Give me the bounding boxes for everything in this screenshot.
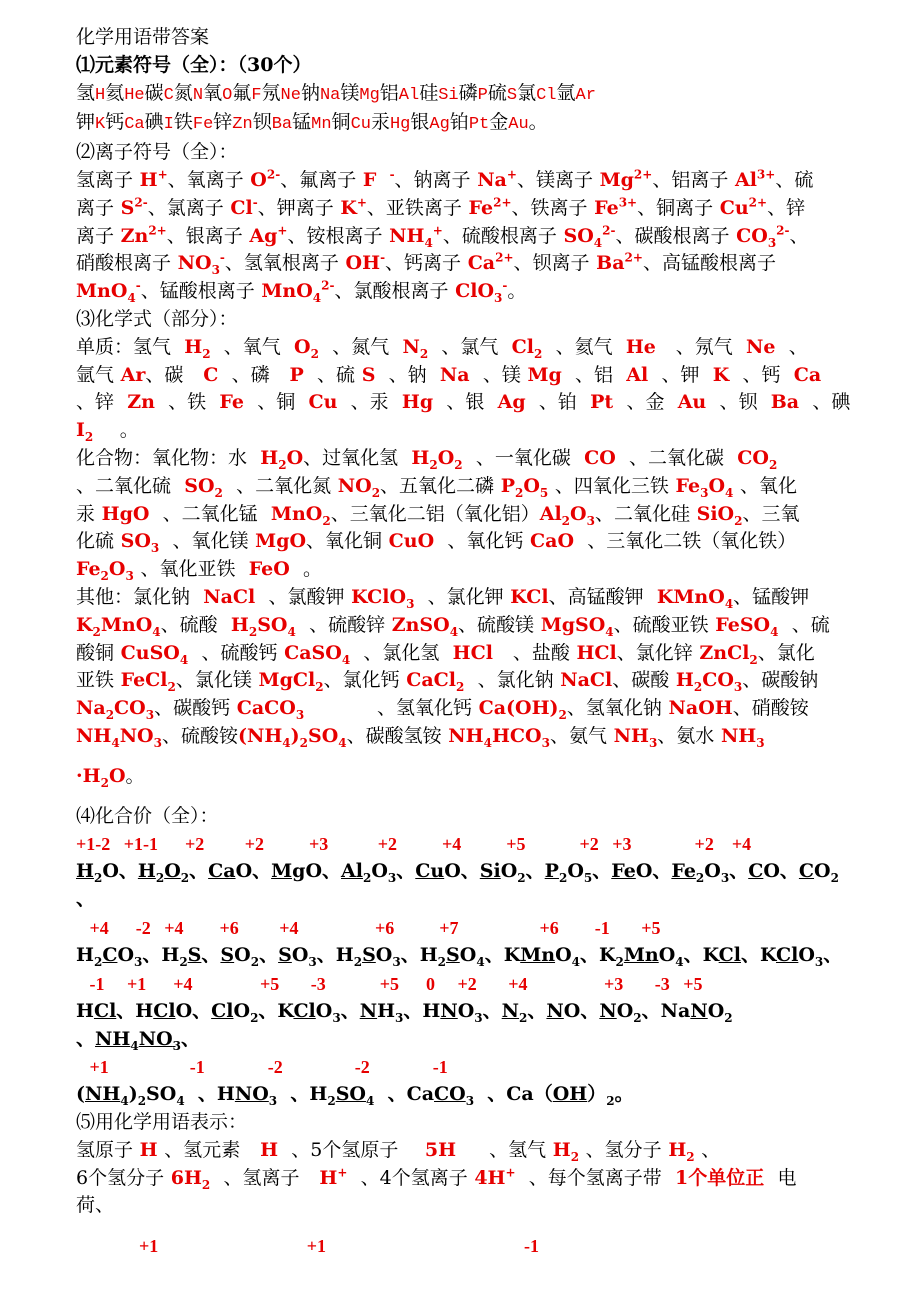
element-name: 银 bbox=[410, 111, 430, 134]
element-name: 锰 bbox=[292, 111, 312, 134]
section-2-heading: ⑵离子符号（全）： bbox=[76, 141, 238, 164]
element-symbol: Ar bbox=[575, 85, 596, 105]
valence-formula-line: $(NH_4)_2SO_4$ 、$HNO_3$ 、$H_2SO_4$ 、CaCO$_3$ 、$Ca(OH)_2$。 bbox=[76, 1083, 634, 1109]
formula-line: $Na_2CO_3$、碳酸钙 CaCO$_3$ 、氢氧化钙 $Ca(OH)_2$、氢氧化钠 NaOH、硝酸铵 bbox=[76, 697, 809, 722]
section-1-heading: ⑴元素符号（全）：（30个） bbox=[76, 53, 312, 76]
expression-line: 荷、 bbox=[76, 1194, 115, 1217]
valence-formula-line: 、 bbox=[76, 888, 96, 911]
element-symbol: Cl bbox=[536, 85, 557, 105]
element-symbol: He bbox=[124, 85, 145, 105]
formula-line: 化硫 $SO_3$ 、氧化镁 MgO、氧化铜 CuO 、氧化钙 CaO 、三氧化二铁（氧化铁） bbox=[76, 530, 797, 556]
formula-line: 其他：氯化钠 NaCl 、氯酸钾 KClO$_3$ 、氯化钾 KCl、高锰酸钾 KMnO$_4$、锰酸钾 bbox=[76, 585, 810, 611]
element-symbol: F bbox=[251, 85, 262, 105]
element-symbol: O bbox=[222, 85, 233, 105]
formula-line: 汞 HgO 、二氧化锰 MnO$_2$、三氧化二铝（氧化铝）$Al_2O_3$、二氧化硅 SiO$_2$、三氧 bbox=[76, 502, 800, 528]
element-name: 硫 bbox=[487, 81, 507, 104]
element-symbol: N bbox=[192, 85, 204, 105]
element-symbol: Cu bbox=[350, 115, 371, 135]
ion-line: 硝酸根离子 $NO_3^-$、氢氧根离子 OH-、钙离子 $Ca^{2+}$、钡离子 $Ba^{2+}$、高锰酸根离子 bbox=[76, 251, 776, 278]
section-5-heading: ⑸用化学用语表示： bbox=[76, 1111, 248, 1134]
element-name: 铁 bbox=[173, 111, 193, 134]
element-symbol: P bbox=[477, 85, 488, 105]
valence-formula-line: HCl、HClO、ClO$_2$、KClO$_3$、$NH_3$、$HNO_3$、$N_2$、NO、$NO_2$、NaNO$_2$ bbox=[76, 999, 733, 1025]
element-symbol: Mg bbox=[359, 85, 380, 105]
element-symbol: Ag bbox=[429, 115, 450, 135]
section-3-heading: ⑶化学式（部分）： bbox=[76, 307, 238, 330]
valence-formula-line: $H_2O$、$H_2O_2$、CaO、MgO、$Al_2O_3$、CuO、SiO$_2$、$P_2O_5$、FeO、$Fe_2O_3$、CO、$CO_2$ bbox=[76, 860, 839, 886]
element-name: 钙 bbox=[105, 111, 125, 134]
element-name: 钠 bbox=[300, 81, 320, 104]
element-symbol: Na bbox=[319, 85, 341, 105]
element-name: 金 bbox=[489, 111, 509, 134]
valence-formula-line: $H_2CO_3$、$H_2S$、$SO_2$、$SO_3$、$H_2SO_3$、$H_2SO_4$、KMnO$_4$、$K_2MnO_4$、KCl、KClO$_3$、 bbox=[76, 943, 843, 969]
element-name: 氯 bbox=[517, 81, 537, 104]
valence-row: +1 -1 -2 -2 -1 bbox=[76, 1057, 448, 1078]
formula-line: $K_2MnO_4$、硫酸 $H_2SO_4$ 、硫酸锌 ZnSO$_4$、硫酸镁 MgSO$_4$、硫酸亚铁 FeSO$_4$ 、硫 bbox=[76, 613, 830, 639]
element-symbol: Ne bbox=[280, 85, 301, 105]
expression-line: 6个氢分子 $6H_2$ 、氢离子 H+ 、4个氢离子 4H+ 、每个氢离子带 1个单位正 电 bbox=[76, 1165, 797, 1192]
element-name: 锌 bbox=[213, 111, 233, 134]
element-symbol: Si bbox=[438, 85, 459, 105]
formula-line: $NH_4NO_3$、硫酸铵$(NH_4)_2SO_4$、碳酸氢铵 $NH_4HCO_3$、氨气 $NH_3$、氨水 $NH_3$ bbox=[76, 724, 765, 750]
element-symbol: Fe bbox=[192, 115, 214, 135]
element-line: 钾K钙Ca碘I铁Fe锌Zn钡Ba锰Mn铜Cu汞Hg银Ag铂Pt金Au。 bbox=[76, 111, 548, 135]
element-symbol: S bbox=[506, 85, 518, 105]
element-symbol-list bbox=[76, 80, 846, 140]
expression-block bbox=[76, 1137, 846, 1260]
valence-row: -1 +1 +4 +5 -3 +5 0 +2 +4 +3 -3 +5 bbox=[76, 973, 703, 994]
valence-formula-line: 、$NH_4NO_3$、 bbox=[76, 1027, 200, 1053]
element-name: 氩 bbox=[556, 81, 576, 104]
document-title: 化学用语带答案 bbox=[76, 26, 210, 48]
section-4-heading: ⑷化合价（全）： bbox=[76, 804, 219, 827]
element-name: 碳 bbox=[144, 81, 164, 104]
valence-row: +1-2 +1-1 +2 +2 +3 +2 +4 +5 +2 +3 +2 +4 bbox=[76, 834, 752, 855]
element-symbol: Ba bbox=[271, 115, 293, 135]
element-symbol: Pt bbox=[468, 115, 490, 135]
valence-row: +4 -2 +4 +6 +4 +6 +7 +6 -1 +5 bbox=[76, 917, 661, 938]
element-name: 碘 bbox=[144, 111, 164, 134]
element-symbol: K bbox=[95, 115, 106, 135]
element-symbol: H bbox=[95, 85, 106, 105]
element-line bbox=[76, 80, 846, 110]
formula-line: 、锌 Zn 、铁 Fe 、铜 Cu 、汞 Hg 、银 Ag 、铂 Pt 、金 Au 、钡 Ba 、碘 bbox=[76, 391, 851, 414]
element-symbol: I bbox=[163, 115, 174, 135]
element-symbol: Hg bbox=[389, 115, 411, 135]
ion-line: 氢离子 H+、氧离子 $O^{2-}$、氟离子 F -、钠离子 Na+、镁离子 $Mg^{2+}$、铝离子 $Al^{3+}$、硫 bbox=[76, 167, 814, 191]
ion-line: 离子 $S^{2-}$、氯离子 Cl-、钾离子 K+、亚铁离子 $Fe^{2+}$、铁离子 $Fe^{3+}$、铜离子 $Cu^{2+}$、锌 bbox=[76, 195, 806, 219]
element-name: 氮 bbox=[173, 81, 193, 104]
element-name: 氧 bbox=[203, 81, 223, 104]
ion-line: 离子 $Zn^{2+}$、银离子 Ag+、铵根离子 $NH_4^+$、硫酸根离子 $SO_4^{2-}$、碳酸根离子 $CO_3^{2-}$、 bbox=[76, 223, 809, 250]
formula-line: $I_2$ 。 bbox=[76, 419, 139, 444]
element-symbol: Mn bbox=[311, 115, 332, 135]
element-symbol: C bbox=[163, 85, 174, 105]
formula-line: $\cdot H_2O$。 bbox=[76, 764, 145, 790]
element-name: 铝 bbox=[379, 81, 399, 104]
ion-symbol-list bbox=[76, 167, 846, 306]
element-name: 氖 bbox=[261, 81, 281, 104]
formula-list bbox=[76, 334, 851, 791]
formula-line: $Fe_2O_3$ 、氧化亚铁 FeO 。 bbox=[76, 558, 323, 583]
expression-line: 氢原子 H 、氢元素 H 、5个氢原子 5H 、氢气 $H_2$ 、氢分子 $H_2$ 、 bbox=[76, 1138, 721, 1164]
element-name: 氟 bbox=[232, 81, 252, 104]
element-symbol: Ca bbox=[124, 115, 145, 135]
element-name: 氢 bbox=[76, 81, 96, 104]
formula-line: 单质：氢气 $H_2$ 、氧气 $O_2$ 、氮气 $N_2$ 、氯气 $Cl_2$ 、氦气 He 、氖气 Ne 、 bbox=[76, 335, 808, 361]
element-name: 硅 bbox=[419, 81, 439, 104]
formula-line: 氩气 Ar、碳 C 、磷 P 、硫 S 、钠 Na 、镁 Mg 、铝 Al 、钾 K 、钙 Ca bbox=[76, 363, 822, 386]
element-name: 钾 bbox=[76, 111, 96, 134]
valence-block bbox=[76, 830, 846, 1109]
formula-line: 酸铜 CuSO$_4$ 、硫酸钙 CaSO$_4$ 、氯化氢 HCl 、盐酸 HCl、氯化锌 ZnCl$_2$、氯化 bbox=[76, 641, 815, 667]
element-symbol: Au bbox=[508, 115, 529, 135]
ion-line: MnO$_4$-、锰酸根离子 MnO$_4^{2-}$、氯酸根离子 ClO$_3$-。 bbox=[76, 278, 527, 305]
element-name: 铜 bbox=[331, 111, 351, 134]
element-symbol: Al bbox=[398, 85, 420, 105]
element-name: 磷 bbox=[458, 81, 478, 104]
valence-row: +1 +1 -1 bbox=[76, 1236, 540, 1257]
document-page bbox=[76, 24, 851, 1260]
element-name: 镁 bbox=[340, 81, 360, 104]
element-name: 汞 bbox=[370, 111, 390, 134]
element-name: 铂 bbox=[449, 111, 469, 134]
formula-line: 化合物：氧化物：水 $H_2O$、过氧化氢 $H_2O_2$ 、一氧化碳 CO 、二氧化碳 $CO_2$ bbox=[76, 446, 778, 472]
element-symbol: Zn bbox=[232, 115, 253, 135]
formula-line: 、二氧化硫 $SO_2$ 、二氧化氮 $NO_2$、五氧化二磷 $P_2O_5$ 、四氧化三铁 $Fe_3O_4$ 、氧化 bbox=[76, 474, 797, 500]
element-name: 钡 bbox=[252, 111, 272, 134]
formula-line: 亚铁 FeCl$_2$、氯化镁 MgCl$_2$、氯化钙 CaCl$_2$ 、氯化钠 NaCl、碳酸 $H_2CO_3$、碳酸钠 bbox=[76, 669, 819, 695]
element-name: 氦 bbox=[105, 81, 125, 104]
